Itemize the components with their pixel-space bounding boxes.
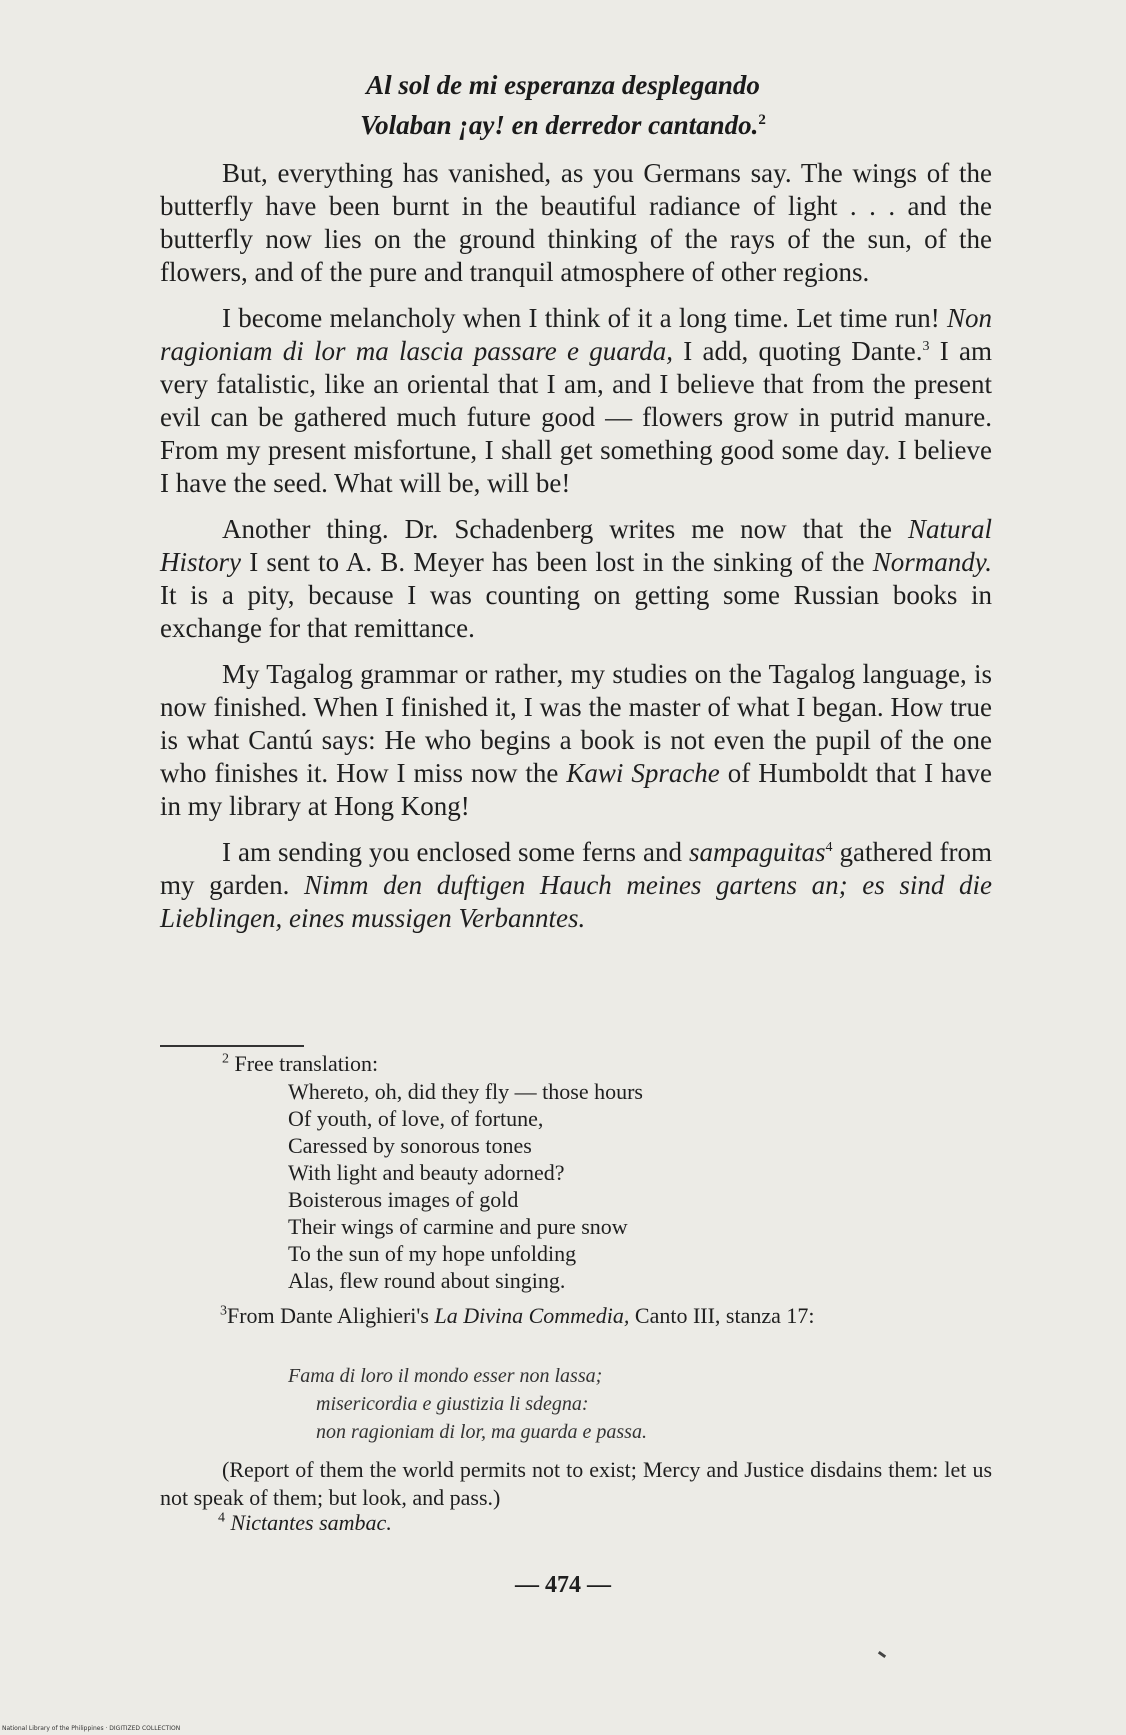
body-text [160,157,992,948]
dante-line: non ragioniam di lor, ma guarda e passa. [316,1421,647,1443]
paragraph-1: But, everything has vanished, as you Germans say. The wings of the butterfly have been burnt in the beautiful radiance of light . . . and the butterfly now lies on the ground thinking of the rays of the sun, of the flowers, and of the pure and tranquil atmosphere of other regions. [160,158,992,287]
translation-line: Boisterous images of gold [288,1187,519,1212]
paragraph-4: My Tagalog grammar or rather, my studies on the Tagalog language, is now finished. When I finished it, I was the master of what I began. How true is what Cantú says: He who begins a book is not even the pupil of the one who finishes it. How I miss now the Kawi Sprache of Humboldt that I have in my library at Hong Kong! [160,659,992,821]
dante-line: misericordia e giustizia li sdegna: [316,1393,589,1415]
footnote-3-translation: (Report of them the world permits not to exist; Mercy and Justice disdains them: let us not speak of them; but look, and pass.) [160,1457,992,1510]
translation-line: To the sun of my hope unfolding [288,1241,577,1266]
footnote-ref-3: 3 [922,339,930,354]
dante-quote [288,1362,647,1446]
dante-line: Fama di loro il mondo esser non lassa; [288,1365,603,1387]
translation-line: Their wings of carmine and pure snow [288,1214,628,1239]
paragraph-3: Another thing. Dr. Schadenberg writes me now that the Natural History I sent to A. B. Meyer has been lost in the sinking of the Normandy. It is a pity, because I was counting on getting some Russian books in exchange for that remittance. [160,514,992,643]
footnote-2-verse [288,1078,643,1294]
verse-line-1: Al sol de mi esperanza desplegando [366,70,760,100]
verse-line-2: Volaban ¡ay! en derredor cantando.$^2$ [360,110,766,140]
translation-line: Of youth, of love, of fortune, [288,1106,544,1131]
page-number: — 474 — [515,1572,611,1598]
paragraph-2: I become melancholy when I think of it a long time. Let time run! Non ragioniam di lor ma lascia passare e guarda, I add, quoting Dante.$^3$ I am very fatalistic, like an oriental that I am, and I believe that from the present evil can be gathered much future good — flowers grow in putrid manure. From my present misfortune, I shall get something good some day. I believe I have the seed. What will be, will be! [160,303,992,498]
translation-line: With light and beauty adorned? [288,1160,565,1185]
paragraph-5: I am sending you enclosed some ferns and sampaguitas$^4$ gathered from my garden. Nimm den duftigen Hauch meines gartens an; es sind die Lieblingen, eines mussigen Verbanntes. [160,837,992,933]
translation-line: Whereto, oh, did they fly — those hours [288,1079,643,1104]
footnote-divider [160,1045,304,1047]
footnote-ref-2: 2 [758,112,766,128]
translation-line: Caressed by sonorous tones [288,1133,532,1158]
footnote-ref-4: 4 [825,840,833,855]
scan-speck [878,1651,886,1658]
translation-line: Alas, flew round about singing. [288,1268,566,1293]
footnote-3: $^3$From Dante Alighieri's La Divina Commedia, Canto III, stanza 17: [220,1303,815,1328]
scan-credit: National Library of the Philippines · DIGITIZED COLLECTION [2,1725,181,1732]
footnote-4: $^4$ Nictantes sambac. [218,1510,392,1535]
footnote-2-heading: $^2$ Free translation: [222,1051,379,1076]
